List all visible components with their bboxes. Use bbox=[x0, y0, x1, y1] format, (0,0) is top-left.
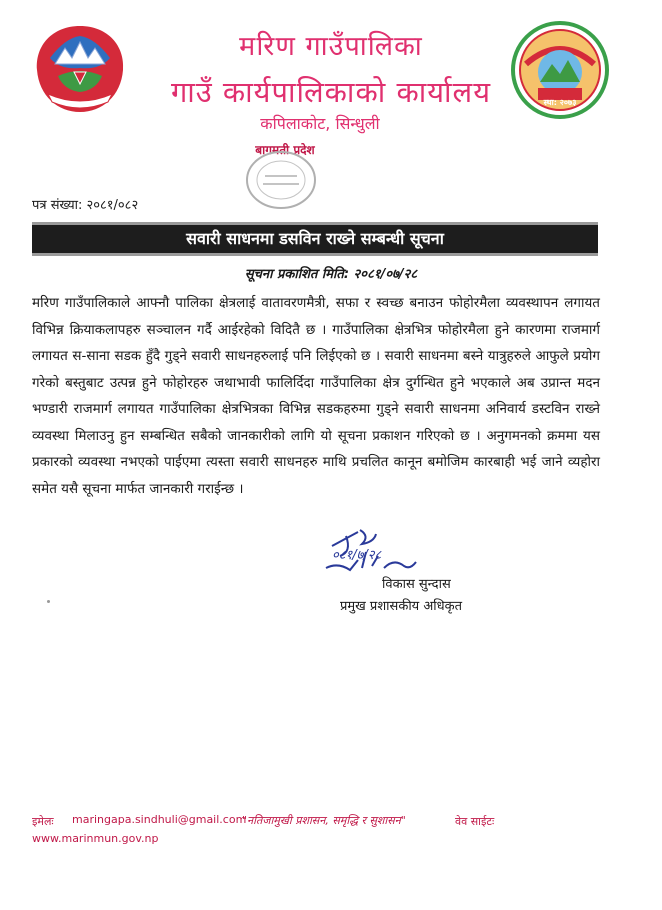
footer-email-label: इमेलः bbox=[32, 815, 54, 828]
footer-slogan: "नतिजामुखी प्रशासन, समृद्धि र सुशासन" bbox=[242, 814, 406, 827]
footer-email[interactable]: maringapa.sindhuli@gmail.com bbox=[72, 813, 247, 826]
office-name: गाउँ कार्यपालिकाको कार्यालय bbox=[170, 75, 492, 109]
published-date: सूचना प्रकाशित मिति: २०८१/०७/२८ bbox=[244, 267, 418, 282]
notice-title-banner bbox=[32, 222, 598, 256]
footer-website-label: वेव साईटः bbox=[455, 815, 495, 828]
scan-speck bbox=[47, 600, 50, 603]
handwritten-date: ०८१/७/२८ bbox=[332, 548, 382, 563]
signer-name: विकास सुन्दास bbox=[382, 577, 451, 592]
notice-body: मरिण गाउँपालिकाले आफ्नौ पालिका क्षेत्रलाई वातावरणमैत्री, सफा र स्वच्छ बनाउन फोहोरमैला व्यवस्थापन लगायत विभिन्न क्रियाकलापहरु सञ्चालन गर्दै आईरहेको विदितै छ । गाउँपालिका क्षेत्रभित्र फोहोरमैला हुने कारणमा राजमार्ग लगायत स-साना सडक हुँदै गुड्ने सवारी साधनहरुलाई पनि लिईएको छ । सवारी साधनमा बस्ने यात्रुहरुले आफुले प्रयोग गरेको बस्तुबाट उत्पन्न हुने फोहोरहरु जथाभावी फालिर्दिदा गाउँपालिका क्षेत्र दुर्गन्धित हुने भएकाले अब उप्रान्त मदन भण्डारी राजमार्ग लगायत गाउँपालिका क्षेत्रभित्रका विभिन्न सडकहरुमा गुड्ने सवारी साधनमा अनिवार्य डस्टविन राख्ने व्यवस्था मिलाउनु हुन सम्बन्धित सबैको जानकारीको लागि यो सूचना प्रकाशन गरिएको छ । अनुगमनको क्रममा यस प्रकारको व्यवस्था नभएको पाईएमा त्यस्ता सवारी साधनहरु माथि प्रचलित कानून बमोजिम कारबाही भई जाने व्यहोरा समेत यसै सूचना मार्फत जानकारी गराईन्छ । bbox=[32, 295, 600, 497]
notice-title: सवारी साधनमा डसविन राख्ने सम्बन्धी सूचना bbox=[186, 229, 444, 248]
org-name: मरिण गाउँपालिका bbox=[239, 31, 423, 62]
signer-title: प्रमुख प्रशासकीय अधिकृत bbox=[340, 599, 463, 614]
logo-established-text: स्था: २०७३ bbox=[543, 98, 577, 107]
office-address: कपिलाकोट, सिन्धुली bbox=[260, 114, 380, 133]
footer-website[interactable]: www.marinmun.gov.np bbox=[32, 832, 159, 845]
office-stamp bbox=[243, 148, 319, 212]
reference-number: पत्र संख्या: २०८१/०८२ bbox=[32, 198, 139, 213]
province-name: बागमती प्रदेश bbox=[255, 143, 315, 157]
